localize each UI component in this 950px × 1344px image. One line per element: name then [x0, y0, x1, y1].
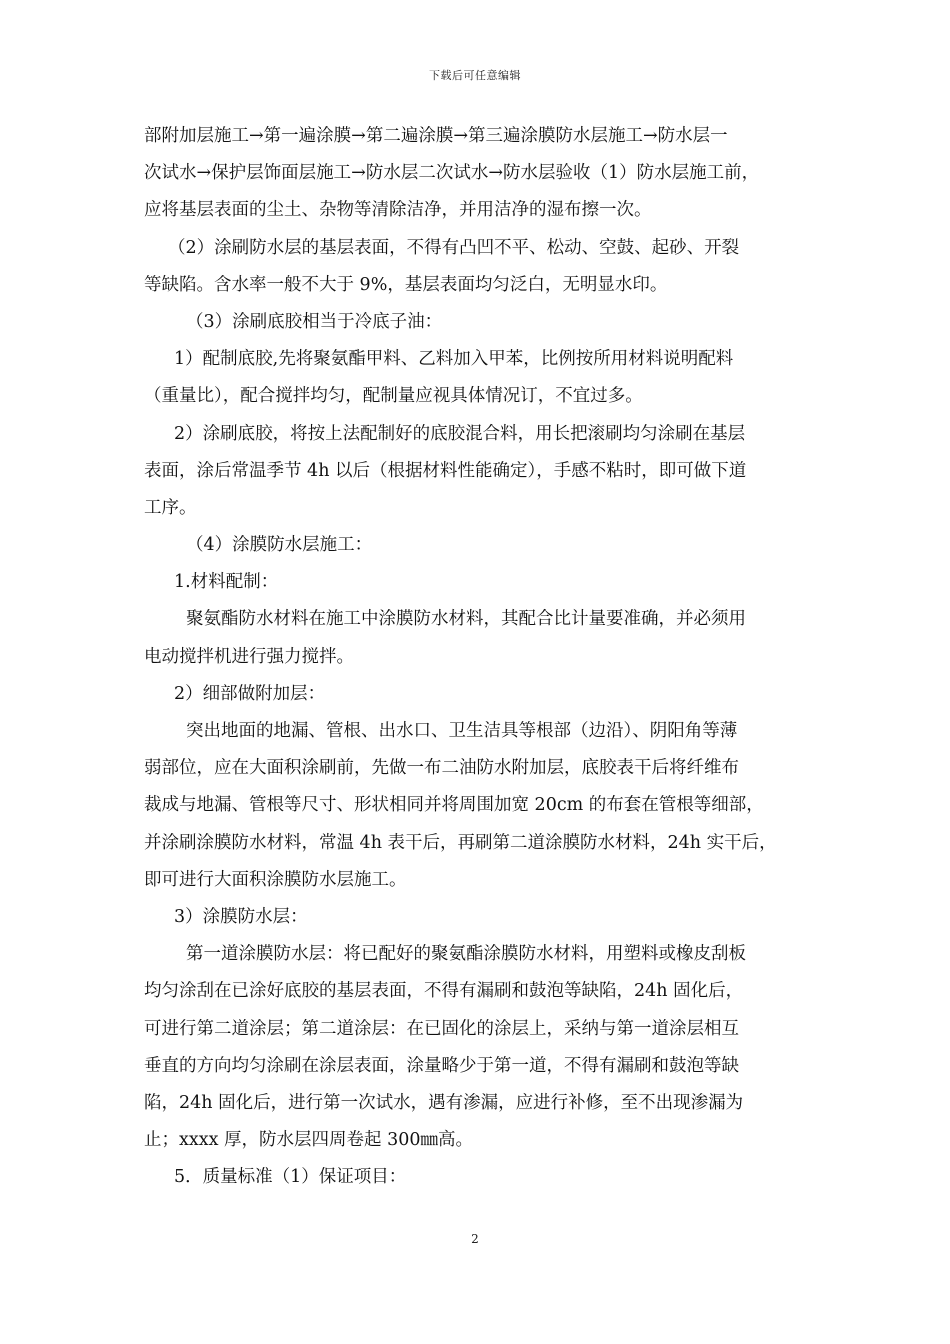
paragraph-line: 聚氨酯防水材料在施工中涂膜防水材料，其配合比计量要准确，并必须用 [186, 609, 746, 630]
paragraph-line: 裁成与地漏、管根等尺寸、形状相同并将周围加宽 20cm 的布套在管根等细部， [144, 795, 764, 816]
paragraph-line: 止；xxxx 厚，防水层四周卷起 300㎜高。 [144, 1130, 474, 1151]
paragraph-line: 突出地面的地漏、管根、出水口、卫生洁具等根部（边沿）、阴阳角等薄 [186, 721, 738, 741]
subsection-heading: 1.材料配制： [174, 572, 279, 593]
paragraph-line: 2）涂刷底胶，将按上法配制好的底胶混合料，用长把滚刷均匀涂刷在基层 [174, 423, 746, 444]
page-number: 2 [471, 1232, 479, 1246]
paragraph-line: 电动搅拌机进行强力搅拌。 [144, 646, 354, 667]
paragraph-line: 陷，24h 固化后，进行第一次试水，遇有渗漏，应进行补修，至不出现渗漏为 [144, 1092, 744, 1113]
paragraph-line: 弱部位，应在大面积涂刷前，先做一布二油防水附加层，底胶表干后将纤维布 [144, 758, 739, 779]
paragraph-line: （2）涂刷防水层的基层表面，不得有凸凹不平、松动、空鼓、起砂、开裂 [168, 237, 740, 258]
paragraph-line: 次试水→保护层饰面层施工→防水层二次试水→防水层验收（1）防水层施工前， [144, 163, 760, 184]
page-header: 下载后可任意编辑 [429, 69, 521, 82]
section-heading: （3）涂刷底胶相当于冷底子油： [186, 311, 443, 332]
section-heading: （4）涂膜防水层施工： [186, 535, 373, 556]
paragraph-line: 部附加层施工→第一遍涂膜→第二遍涂膜→第三遍涂膜防水层施工→防水层一 [144, 126, 728, 146]
paragraph-line: 应将基层表面的尘土、杂物等清除洁净，并用洁净的湿布擦一次。 [144, 200, 652, 221]
paragraph-line: （重量比），配合搅拌均匀，配制量应视具体情况订，不宜过多。 [144, 386, 643, 407]
paragraph-line: 可进行第二道涂层；第二道涂层：在已固化的涂层上，采纳与第一道涂层相互 [144, 1018, 739, 1039]
paragraph-line: 并涂刷涂膜防水材料，常温 4h 表干后，再刷第二道涂膜防水材料，24h 实干后， [144, 832, 777, 853]
section-heading: 5．质量标准（1）保证项目： [174, 1167, 407, 1188]
paragraph-line: 垂直的方向均匀涂刷在涂层表面，涂量略少于第一道，不得有漏刷和鼓泡等缺 [144, 1055, 739, 1076]
paragraph-line: 均匀涂刮在已涂好底胶的基层表面，不得有漏刷和鼓泡等缺陷，24h 固化后， [144, 981, 744, 1002]
paragraph-line: 工序。 [144, 497, 197, 518]
paragraph-line: 表面，涂后常温季节 4h 以后（根据材料性能确定），手感不粘时，即可做下道 [144, 460, 747, 481]
subsection-heading: 2）细部做附加层： [174, 683, 326, 704]
paragraph-line: 1）配制底胶,先将聚氨酯甲料、乙料加入甲苯，比例按所用材料说明配料 [174, 349, 734, 370]
document-body [144, 118, 816, 1196]
paragraph-line: 等缺陷。含水率一般不大于 9%，基层表面均匀泛白，无明显水印。 [144, 274, 668, 295]
paragraph-line: 即可进行大面积涂膜防水层施工。 [144, 869, 407, 890]
subsection-heading: 3）涂膜防水层： [174, 906, 308, 927]
paragraph-line: 第一道涂膜防水层：将已配好的聚氨酯涂膜防水材料，用塑料或橡皮刮板 [186, 944, 746, 965]
